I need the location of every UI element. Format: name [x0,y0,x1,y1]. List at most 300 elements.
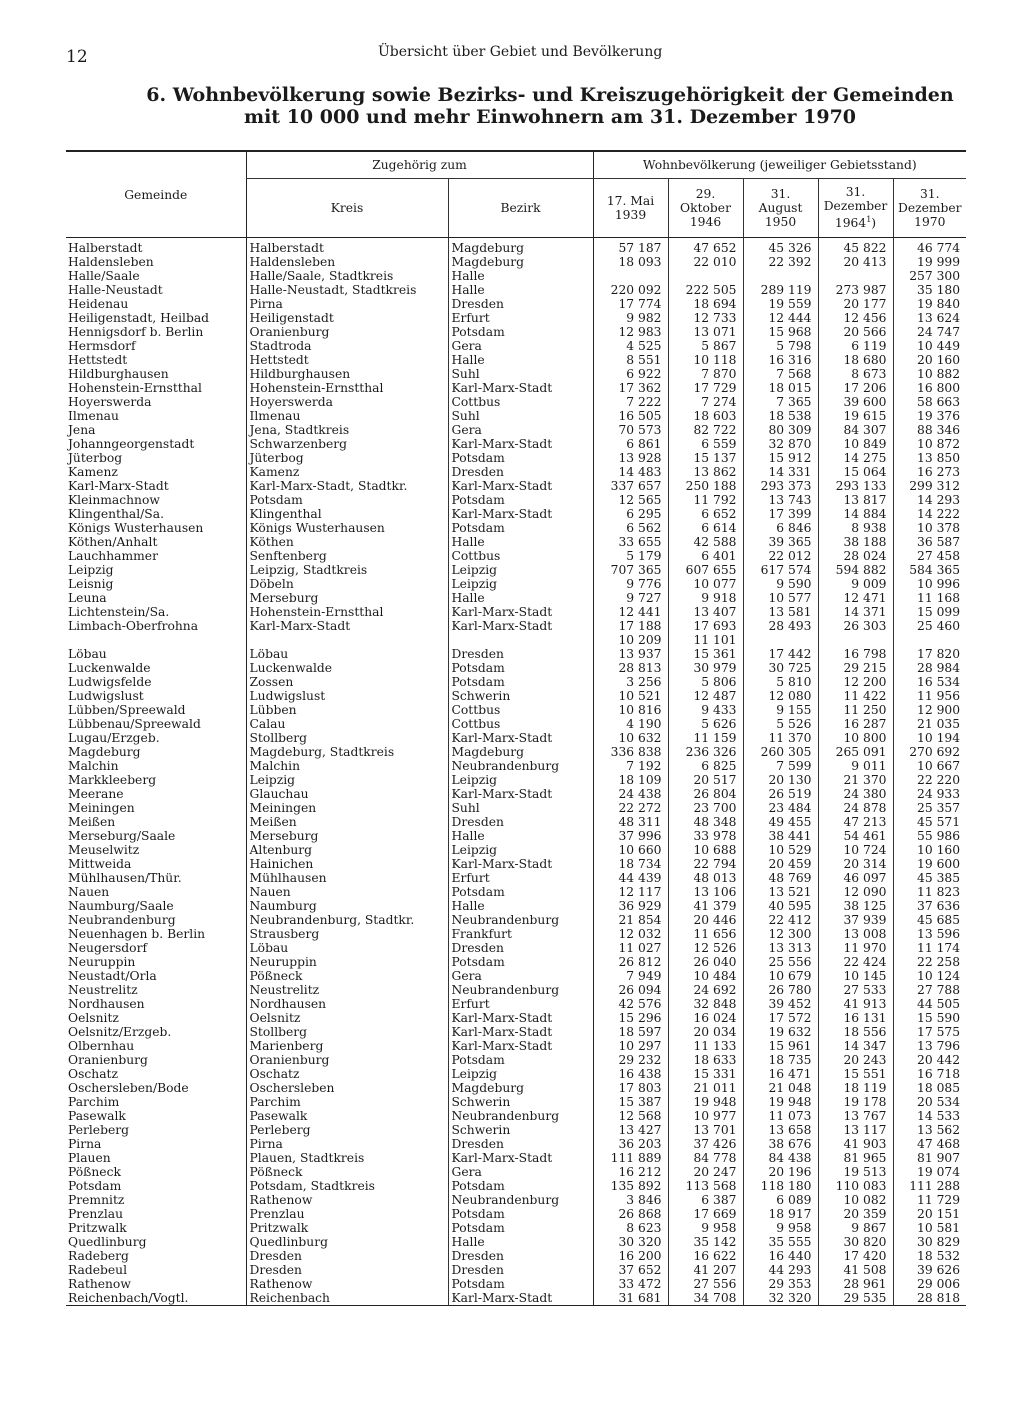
cell-bezirk: Karl-Marx-Stadt [448,1291,593,1306]
cell-1964: 10 849 [818,437,893,451]
cell-1939: 8 551 [593,353,668,367]
cell-1964: 594 882 [818,563,893,577]
cell-1964: 14 275 [818,451,893,465]
cell-1950 [743,269,818,283]
cell-kreis: Merseburg [246,829,448,843]
cell-bezirk: Dresden [448,941,593,955]
table-row [66,1263,966,1277]
cell-gemeinde: Kamenz [68,465,118,479]
cell-bezirk: Neubrandenburg [448,1109,593,1123]
table-row [66,913,966,927]
header-wohnbevoelkerung: Wohnbevölkerung (jeweiliger Gebietsstand) [593,151,966,179]
cell-1939: 18 109 [593,773,668,787]
cell-1950: 26 780 [743,983,818,997]
cell-1964: 20 314 [818,857,893,871]
cell-1946: 11 159 [668,731,743,745]
cell-kreis: Pirna [246,1137,448,1151]
cell-1964: 54 461 [818,829,893,843]
cell-1950: 17 399 [743,507,818,521]
cell-bezirk: Neubrandenburg [448,983,593,997]
cell-bezirk: Karl-Marx-Stadt [448,479,593,493]
cell-1970: 28 984 [893,661,966,675]
cell-1964: 11 250 [818,703,893,717]
cell-1950: 22 012 [743,549,818,563]
cell-1946: 11 656 [668,927,743,941]
cell-1946: 20 517 [668,773,743,787]
cell-1946: 48 348 [668,815,743,829]
cell-1946: 5 867 [668,339,743,353]
cell-1964: 20 359 [818,1207,893,1221]
cell-1946: 42 588 [668,535,743,549]
cell-1950: 12 300 [743,927,818,941]
cell-1950: 29 353 [743,1277,818,1291]
cell-kreis: Perleberg [246,1123,448,1137]
cell-1964: 37 939 [818,913,893,927]
cell-gemeinde: Mittweida [68,857,132,871]
cell-gemeinde: Premnitz [68,1193,125,1207]
table-row [66,1193,966,1207]
cell-1970: 11 168 [893,591,966,605]
cell-1950: 19 559 [743,297,818,311]
cell-kreis: Hoyerswerda [246,395,448,409]
table-row [66,451,966,465]
cell-1970: 13 596 [893,927,966,941]
cell-gemeinde: Potsdam [68,1179,122,1193]
table-row [66,437,966,451]
table-row [66,535,966,549]
cell-1946: 607 655 [668,563,743,577]
cell-1970: 30 829 [893,1235,966,1249]
table-row [66,717,966,731]
cell-1950: 9 958 [743,1221,818,1235]
cell-1946: 12 526 [668,941,743,955]
cell-1950: 7 365 [743,395,818,409]
cell-1970: 45 385 [893,871,966,885]
cell-1964: 38 125 [818,899,893,913]
cell-bezirk: Karl-Marx-Stadt [448,731,593,745]
cell-1939: 42 576 [593,997,668,1011]
cell-1939: 28 813 [593,661,668,675]
cell-1939: 16 212 [593,1165,668,1179]
cell-1946: 18 633 [668,1053,743,1067]
cell-gemeinde: Hennigsdorf b. Berlin [68,325,204,339]
table-row [66,1039,966,1053]
table-row [66,1207,966,1221]
cell-bezirk: Leipzig [448,577,593,591]
cell-1970: 10 449 [893,339,966,353]
cell-gemeinde: Radeberg [68,1249,129,1263]
table-row [66,997,966,1011]
cell-kreis: Rathenow [246,1277,448,1291]
cell-kreis: Leipzig [246,773,448,787]
cell-bezirk: Cottbus [448,703,593,717]
cell-1964: 81 965 [818,1151,893,1165]
cell-1939: 10 632 [593,731,668,745]
cell-1946: 12 733 [668,311,743,325]
cell-bezirk: Magdeburg [448,1081,593,1095]
cell-1970: 25 460 [893,619,966,633]
cell-kreis: Hohenstein-Ernstthal [246,605,448,619]
cell-kreis: Ludwigslust [246,689,448,703]
table-row [66,745,966,759]
cell-1950: 84 438 [743,1151,818,1165]
cell-1970: 17 575 [893,1025,966,1039]
table-row [66,675,966,689]
cell-1970: 36 587 [893,535,966,549]
table-row [66,563,966,577]
cell-1970: 19 074 [893,1165,966,1179]
cell-1939: 37 996 [593,829,668,843]
cell-1964: 10 082 [818,1193,893,1207]
cell-1950: 12 444 [743,311,818,325]
cell-kreis: Oelsnitz [246,1011,448,1025]
cell-1939: 17 803 [593,1081,668,1095]
cell-bezirk: Potsdam [448,885,593,899]
table-title-line-1: 6. Wohnbevölkerung sowie Bezirks- und Kreiszugehörigkeit der Gemeinden [146,84,954,106]
cell-1946: 6 387 [668,1193,743,1207]
cell-1946: 10 118 [668,353,743,367]
cell-kreis: Stollberg [246,731,448,745]
cell-bezirk: Karl-Marx-Stadt [448,1011,593,1025]
cell-bezirk: Schwerin [448,1095,593,1109]
cell-gemeinde: Oschatz [68,1067,118,1081]
cell-1946: 26 040 [668,955,743,969]
cell-1939: 31 681 [593,1291,668,1306]
cell-kreis: Heiligenstadt [246,311,448,325]
cell-kreis: Rathenow [246,1193,448,1207]
table-row [66,829,966,843]
cell-1950: 14 331 [743,465,818,479]
cell-1946: 37 426 [668,1137,743,1151]
cell-bezirk: Halle [448,283,593,297]
cell-1939: 336 838 [593,745,668,759]
cell-1950: 28 493 [743,619,818,633]
cell-bezirk: Magdeburg [448,745,593,759]
cell-1970: 10 872 [893,437,966,451]
cell-1946: 10 977 [668,1109,743,1123]
table-row [66,549,966,563]
cell-bezirk: Potsdam [448,1179,593,1193]
cell-kreis: Marienberg [246,1039,448,1053]
cell-gemeinde: Neustrelitz [68,983,138,997]
cell-1946: 11 792 [668,493,743,507]
cell-1939: 37 652 [593,1263,668,1277]
table-row [66,297,966,311]
cell-kreis: Meißen [246,815,448,829]
cell-1950: 21 048 [743,1081,818,1095]
cell-gemeinde: Leuna [68,591,107,605]
cell-gemeinde: Johanngeorgenstadt [68,437,195,451]
cell-kreis: Nauen [246,885,448,899]
cell-gemeinde: Lauchhammer [68,549,158,563]
cell-bezirk: Erfurt [448,871,593,885]
cell-1946: 84 778 [668,1151,743,1165]
cell-1964: 11 970 [818,941,893,955]
cell-bezirk: Potsdam [448,675,593,689]
cell-gemeinde: Halle-Neustadt [68,283,163,297]
cell-1970: 22 258 [893,955,966,969]
cell-1950: 7 599 [743,759,818,773]
cell-1950: 289 119 [743,283,818,297]
cell-1950: 9 155 [743,703,818,717]
cell-1964: 20 177 [818,297,893,311]
cell-1939: 57 187 [593,238,668,256]
cell-1964: 19 178 [818,1095,893,1109]
cell-gemeinde: Pößneck [68,1165,121,1179]
cell-1964: 24 380 [818,787,893,801]
header-date-1946-day: 29. [695,187,716,201]
cell-1950: 260 305 [743,745,818,759]
cell-1950: 15 912 [743,451,818,465]
cell-1964: 293 133 [818,479,893,493]
cell-1970: 10 378 [893,521,966,535]
cell-bezirk: Gera [448,969,593,983]
cell-1970: 24 933 [893,787,966,801]
cell-bezirk: Halle [448,1235,593,1249]
cell-kreis: Neuruppin [246,955,448,969]
cell-kreis: Löbau [246,941,448,955]
cell-1950: 19 632 [743,1025,818,1039]
cell-1939: 15 387 [593,1095,668,1109]
cell-gemeinde: Ludwigslust [68,689,144,703]
cell-1950: 12 080 [743,689,818,703]
cell-gemeinde: Mühlhausen/Thür. [68,871,182,885]
cell-kreis: Hildburghausen [246,367,448,381]
cell-1970: 47 468 [893,1137,966,1151]
cell-gemeinde: Nordhausen [68,997,145,1011]
cell-kreis: Hainichen [246,857,448,871]
cell-1970: 13 624 [893,311,966,325]
cell-gemeinde: Klingenthal/Sa. [68,507,164,521]
cell-1950: 38 676 [743,1137,818,1151]
table-row [66,1025,966,1039]
cell-1939: 22 272 [593,801,668,815]
cell-1946: 17 669 [668,1207,743,1221]
cell-1970: 39 626 [893,1263,966,1277]
cell-1939: 30 320 [593,1235,668,1249]
cell-bezirk: Potsdam [448,325,593,339]
cell-bezirk: Dresden [448,815,593,829]
cell-bezirk: Cottbus [448,549,593,563]
cell-1946: 15 331 [668,1067,743,1081]
cell-gemeinde: Oelsnitz [68,1011,119,1025]
table-row [66,955,966,969]
cell-1946: 23 700 [668,801,743,815]
cell-1964: 26 303 [818,619,893,633]
cell-gemeinde: Neuruppin [68,955,136,969]
cell-1939: 44 439 [593,871,668,885]
cell-1946: 10 484 [668,969,743,983]
cell-bezirk: Schwerin [448,689,593,703]
cell-gemeinde: Meerane [68,787,124,801]
table-row [66,661,966,675]
cell-bezirk: Suhl [448,367,593,381]
table-row [66,1137,966,1151]
cell-1946: 20 446 [668,913,743,927]
cell-kreis: Neustrelitz [246,983,448,997]
cell-1950: 19 948 [743,1095,818,1109]
cell-1964: 12 456 [818,311,893,325]
cell-gemeinde: Halberstadt [68,241,143,255]
cell-1950: 40 595 [743,899,818,913]
cell-1950: 80 309 [743,423,818,437]
cell-gemeinde: Kleinmachnow [68,493,160,507]
cell-1964: 47 213 [818,815,893,829]
header-date-1970 [893,179,966,238]
cell-1970: 270 692 [893,745,966,759]
cell-kreis: Altenburg [246,843,448,857]
cell-gemeinde: Königs Wusterhausen [68,521,204,535]
cell-1939: 16 505 [593,409,668,423]
cell-1970: 10 996 [893,577,966,591]
cell-1964: 29 535 [818,1291,893,1306]
cell-kreis: Luckenwalde [246,661,448,675]
header-date-1939 [593,179,668,238]
header-date-1970-month: Dezember [897,201,962,215]
cell-kreis: Potsdam [246,493,448,507]
cell-1964: 20 243 [818,1053,893,1067]
header-date-1939-day: 17. Mai [606,194,655,208]
table-row [66,1067,966,1081]
cell-1946: 35 142 [668,1235,743,1249]
cell-1950: 45 326 [743,238,818,256]
cell-1946: 15 361 [668,647,743,661]
table-row [66,283,966,297]
table-row [66,423,966,437]
cell-1970: 58 663 [893,395,966,409]
cell-kreis: Klingenthal [246,507,448,521]
cell-1964: 14 371 [818,605,893,619]
header-gemeinde: Gemeinde [124,187,188,202]
cell-1970: 25 357 [893,801,966,815]
table-row [66,731,966,745]
cell-gemeinde: Lichtenstein/Sa. [68,605,170,619]
cell-gemeinde: Haldensleben [68,255,154,269]
cell-gemeinde: Hettstedt [68,353,128,367]
cell-1946 [668,269,743,283]
cell-1970: 10 581 [893,1221,966,1235]
cell-kreis: Nordhausen [246,997,448,1011]
cell-kreis: Leipzig, Stadtkreis [246,563,448,577]
cell-kreis: Glauchau [246,787,448,801]
cell-1950: 5 810 [743,675,818,689]
cell-1970: 27 788 [893,983,966,997]
cell-1970: 81 907 [893,1151,966,1165]
header-date-1950-month: August [758,201,803,215]
cell-1964: 30 820 [818,1235,893,1249]
cell-1946: 13 701 [668,1123,743,1137]
cell-1964: 11 422 [818,689,893,703]
cell-1964: 10 145 [818,969,893,983]
table-row [66,577,966,591]
cell-1950: 6 089 [743,1193,818,1207]
cell-1950: 18 015 [743,381,818,395]
cell-1950: 7 568 [743,367,818,381]
cell-1970: 13 796 [893,1039,966,1053]
cell-1946: 7 274 [668,395,743,409]
cell-bezirk: Schwerin [448,1123,593,1137]
cell-kreis: Haldensleben [246,255,448,269]
cell-gemeinde: Oschersleben/Bode [68,1081,189,1095]
table-row [66,353,966,367]
cell-1939: 7 949 [593,969,668,983]
cell-1964: 46 097 [818,871,893,885]
cell-gemeinde: Oelsnitz/Erzgeb. [68,1025,172,1039]
cell-bezirk: Erfurt [448,997,593,1011]
cell-1964: 20 566 [818,325,893,339]
cell-1939: 6 562 [593,521,668,535]
cell-kreis: Parchim [246,1095,448,1109]
cell-1950: 20 196 [743,1165,818,1179]
cell-kreis: Meiningen [246,801,448,815]
cell-1970: 46 774 [893,238,966,256]
cell-1939: 29 232 [593,1053,668,1067]
cell-1964: 41 508 [818,1263,893,1277]
cell-bezirk: Halle [448,899,593,913]
cell-1950: 32 320 [743,1291,818,1306]
cell-1964: 13 117 [818,1123,893,1137]
table-row [66,381,966,395]
cell-gemeinde [66,633,246,647]
cell-gemeinde: Karl-Marx-Stadt [68,479,169,493]
cell-1950: 18 917 [743,1207,818,1221]
cell-1970: 88 346 [893,423,966,437]
cell-1970: 10 194 [893,731,966,745]
cell-1964 [818,269,893,283]
table-row [66,395,966,409]
cell-1950: 9 590 [743,577,818,591]
cell-kreis: Merseburg [246,591,448,605]
cell-1939: 12 032 [593,927,668,941]
cell-1964: 39 600 [818,395,893,409]
cell-gemeinde: Pritzwalk [68,1221,127,1235]
cell-gemeinde: Leipzig [68,563,114,577]
table-row [66,1095,966,1109]
cell-bezirk: Potsdam [448,955,593,969]
cell-bezirk: Leipzig [448,1067,593,1081]
cell-1939: 12 441 [593,605,668,619]
cell-gemeinde: Leisnig [68,577,114,591]
cell-kreis: Magdeburg, Stadtkreis [246,745,448,759]
table-row [66,479,966,493]
cell-1964: 6 119 [818,339,893,353]
cell-1964: 84 307 [818,423,893,437]
cell-bezirk: Karl-Marx-Stadt [448,605,593,619]
cell-1964: 15 551 [818,1067,893,1081]
cell-1964: 28 961 [818,1277,893,1291]
cell-gemeinde: Löbau [68,647,107,661]
cell-1950: 13 658 [743,1123,818,1137]
cell-1950: 10 679 [743,969,818,983]
cell-1970: 16 273 [893,465,966,479]
cell-kreis: Neubrandenburg, Stadtkr. [246,913,448,927]
cell-gemeinde: Hildburghausen [68,367,169,381]
cell-1939: 17 774 [593,297,668,311]
cell-1946: 19 948 [668,1095,743,1109]
cell-1939: 4 190 [593,717,668,731]
table-row [66,647,966,661]
cell-1950: 38 441 [743,829,818,843]
population-table [66,150,966,1306]
cell-1964: 10 724 [818,843,893,857]
header-zugehoerig: Zugehörig zum [246,151,593,179]
cell-bezirk: Potsdam [448,661,593,675]
cell-1950: 16 440 [743,1249,818,1263]
cell-bezirk: Leipzig [448,843,593,857]
cell-1946: 32 848 [668,997,743,1011]
table-row [66,605,966,619]
cell-1964: 13 817 [818,493,893,507]
